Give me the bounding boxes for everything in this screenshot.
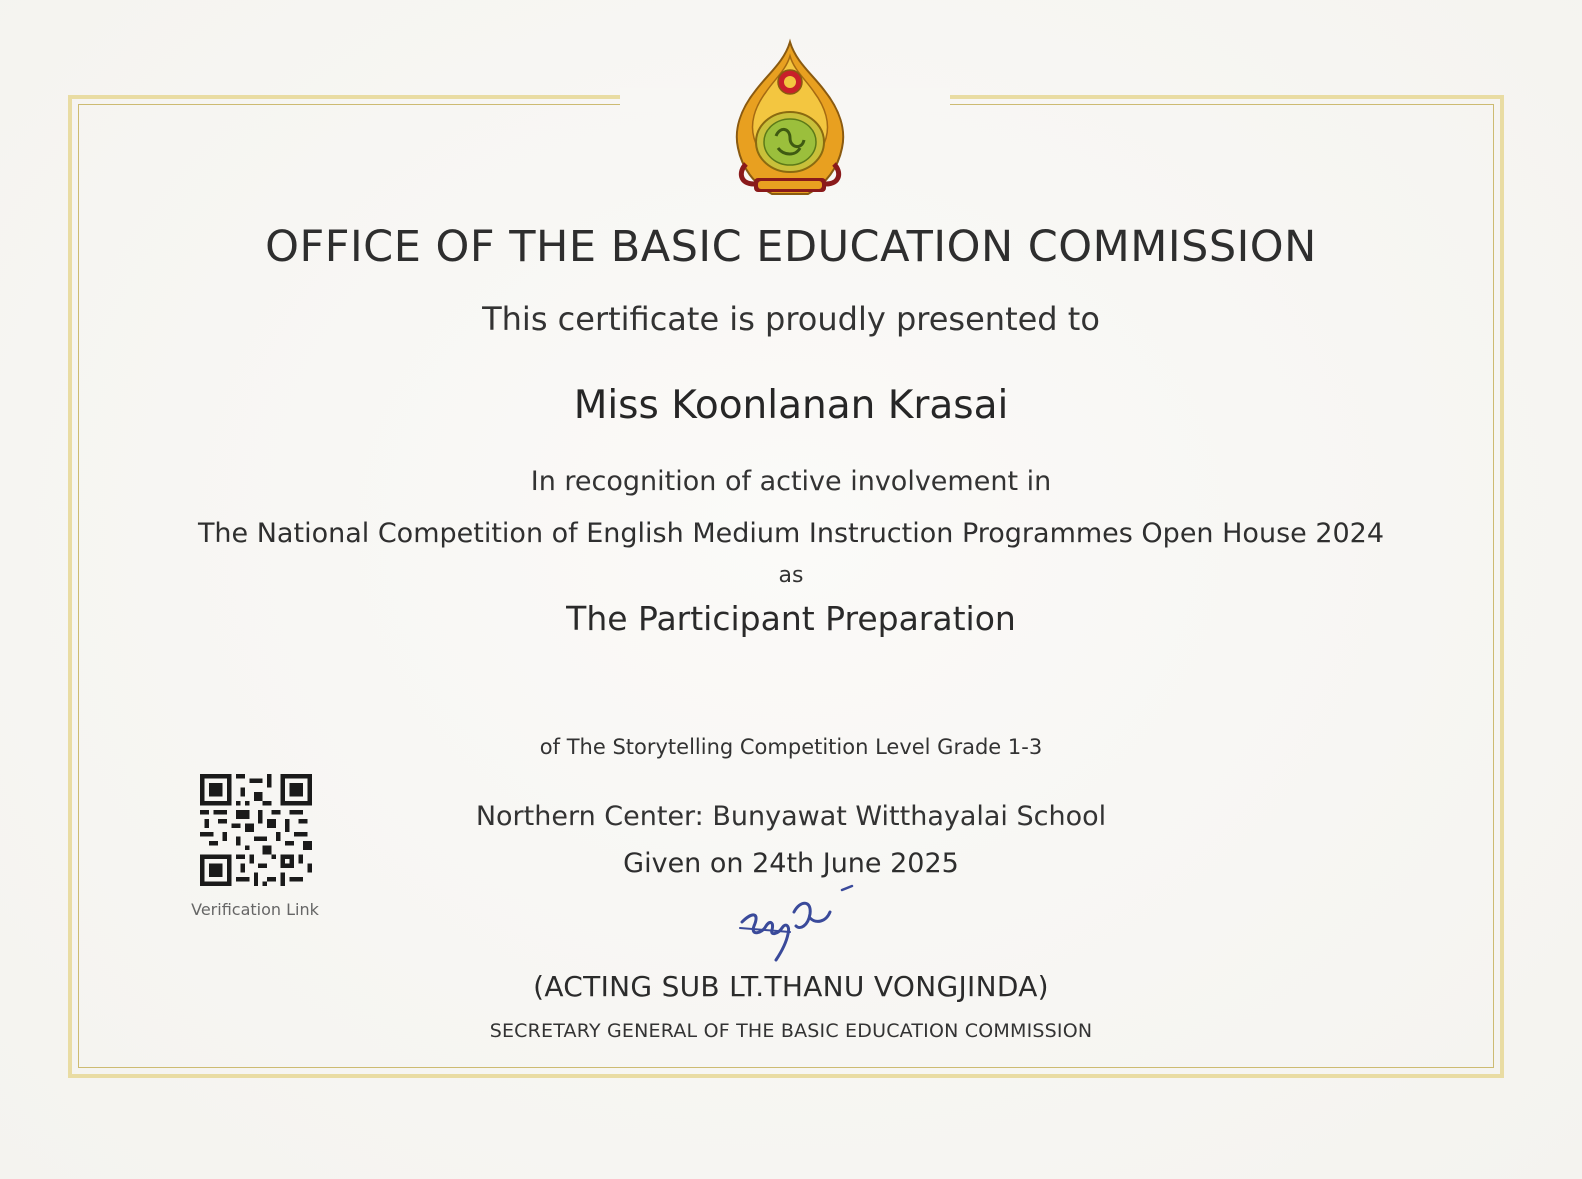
issuing-office-title: OFFICE OF THE BASIC EDUCATION COMMISSION — [265, 222, 1317, 272]
qr-code-icon[interactable] — [200, 774, 312, 886]
given-date: Given on 24th June 2025 — [623, 848, 959, 879]
handwritten-signature — [730, 882, 860, 962]
signer-position: SECRETARY GENERAL OF THE BASIC EDUCATION COMMISSION — [489, 1020, 1093, 1042]
competition-name: The National Competition of English Medium Instruction Programmes Open House 2024 — [197, 518, 1385, 549]
signer-name: (ACTING SUB LT.THANU VONGJINDA) — [533, 970, 1049, 1003]
qr-verification-label: Verification Link — [191, 900, 319, 919]
as-text: as — [778, 563, 804, 588]
recognition-text: In recognition of active involvement in — [530, 466, 1052, 497]
sub-competition-text: of The Storytelling Competition Level Grade 1-3 — [539, 735, 1043, 759]
participant-role: The Participant Preparation — [566, 599, 1016, 638]
competition-center: Northern Center: Bunyawat Witthayalai School — [475, 801, 1107, 832]
recipient-name: Miss Koonlanan Krasai — [573, 383, 1009, 428]
obec-emblem-icon — [728, 38, 852, 206]
presented-to-text: This certificate is proudly presented to — [482, 300, 1100, 338]
